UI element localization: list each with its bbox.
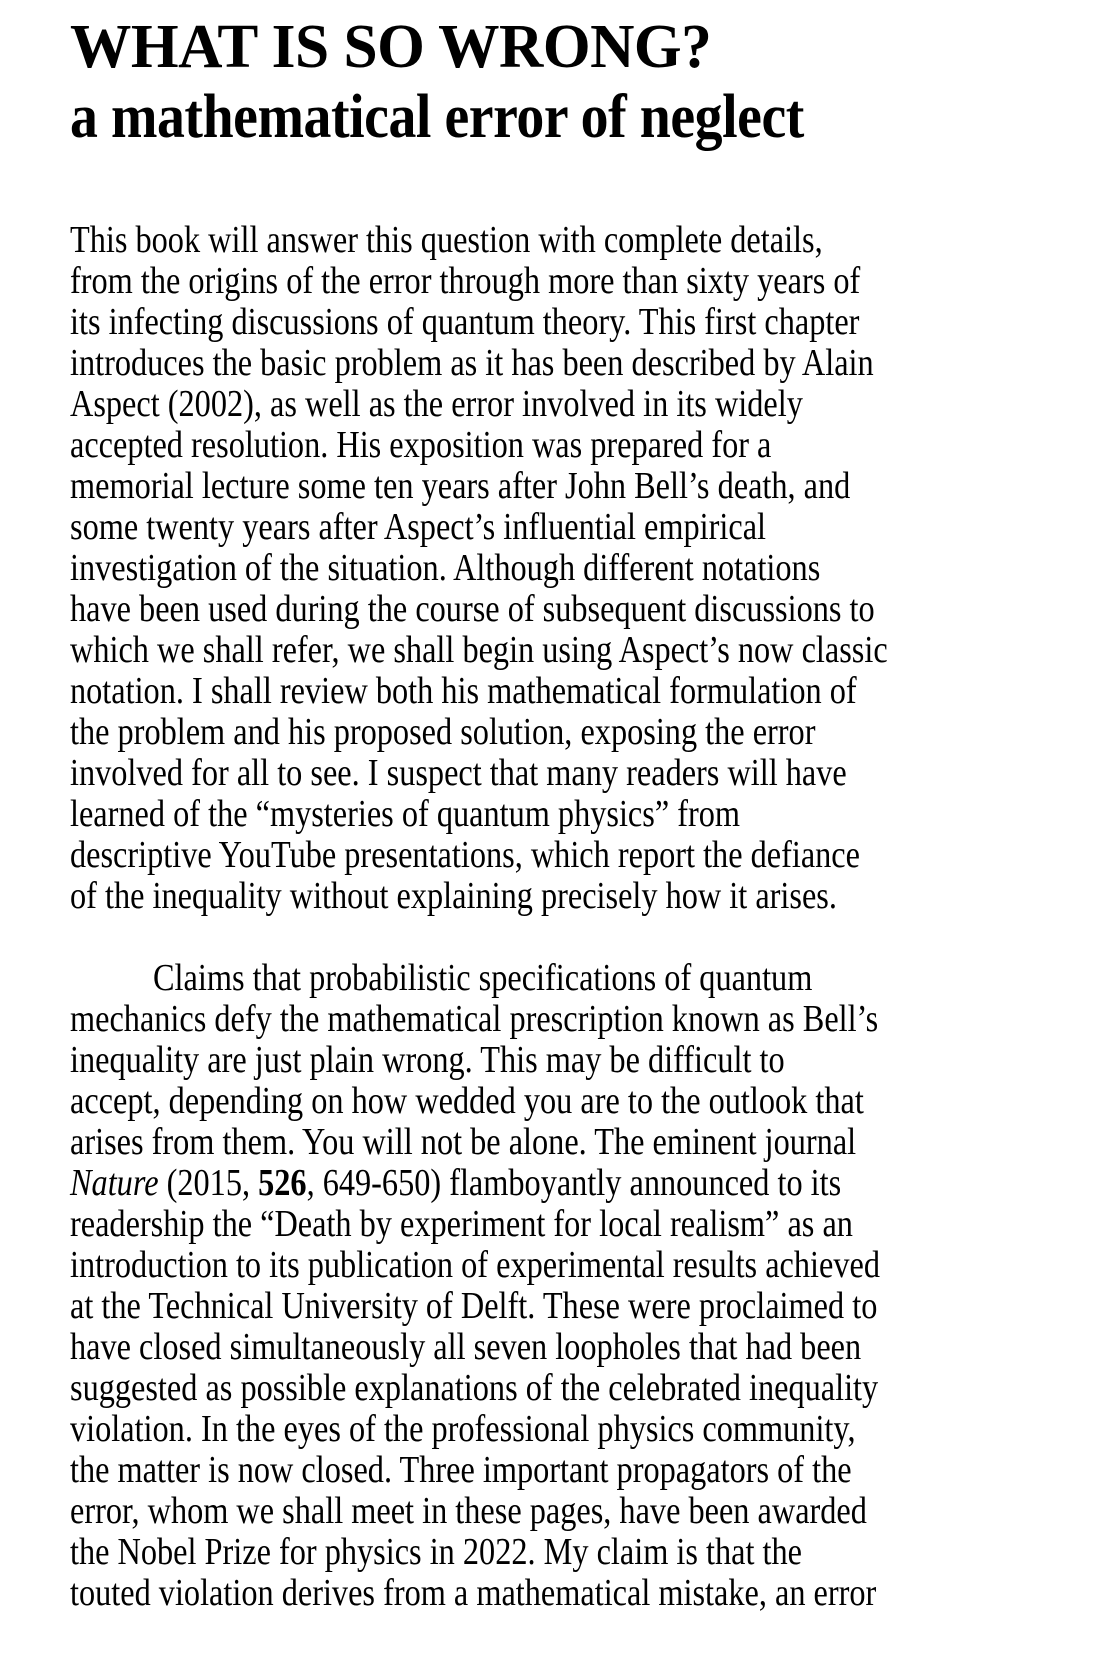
text-segment: its infecting discussions of quantum theory. This first chapter xyxy=(70,301,860,343)
text-line xyxy=(70,1081,956,1122)
text-segment: have closed simultaneously all seven loopholes that had been xyxy=(70,1326,862,1368)
text-line xyxy=(70,343,956,384)
text-segment: the Nobel Prize for physics in 2022. My claim is that the xyxy=(70,1531,803,1573)
text-line xyxy=(70,1327,956,1368)
text-segment: the matter is now closed. Three important propagators of the xyxy=(70,1449,852,1491)
text-line xyxy=(70,712,956,753)
text-line xyxy=(70,753,956,794)
text-line xyxy=(70,261,956,302)
text-segment: violation. In the eyes of the professional physics community, xyxy=(70,1408,856,1450)
body-text xyxy=(70,220,1112,1614)
paragraph xyxy=(70,958,1112,1614)
text-segment: readership the “Death by experiment for local realism” as an xyxy=(70,1203,853,1245)
text-line xyxy=(70,1245,956,1286)
text-line xyxy=(70,220,956,261)
text-line xyxy=(70,302,956,343)
paragraph xyxy=(70,220,1112,917)
text-segment: accepted resolution. His exposition was prepared for a xyxy=(70,424,772,466)
text-segment: introduces the basic problem as it has been described by Alain xyxy=(70,342,874,384)
text-line xyxy=(153,958,968,999)
text-line xyxy=(70,1286,956,1327)
text-line xyxy=(70,630,956,671)
text-segment: at the Technical University of Delft. These were proclaimed to xyxy=(70,1285,878,1327)
chapter-title-line-2: a mathematical error of neglect xyxy=(70,83,804,151)
text-line xyxy=(70,1122,956,1163)
text-line xyxy=(70,794,956,835)
text-line xyxy=(70,1204,956,1245)
text-segment: This book will answer this question with complete details, xyxy=(70,219,823,261)
text-segment: memorial lecture some ten years after John Bell’s death, and xyxy=(70,465,851,507)
text-segment: Aspect (2002), as well as the error involved in its widely xyxy=(70,383,803,425)
text-segment: the problem and his proposed solution, exposing the error xyxy=(70,711,816,753)
text-segment: inequality are just plain wrong. This may be difficult to xyxy=(70,1039,785,1081)
text-line xyxy=(70,384,956,425)
text-line xyxy=(70,507,956,548)
text-line xyxy=(70,1491,956,1532)
text-line xyxy=(70,999,956,1040)
text-line xyxy=(70,671,956,712)
text-segment: (2015, xyxy=(158,1162,259,1204)
text-line xyxy=(70,1532,956,1573)
chapter-title xyxy=(70,12,1112,152)
text-line xyxy=(70,589,956,630)
italic-text-segment: Nature xyxy=(70,1162,159,1204)
text-segment: descriptive YouTube presentations, which report the defiance xyxy=(70,834,860,876)
text-line xyxy=(70,1450,956,1491)
text-line xyxy=(70,1163,956,1204)
text-line xyxy=(70,876,956,917)
text-segment: which we shall refer, we shall begin using Aspect’s now classic xyxy=(70,629,888,671)
text-segment: touted violation derives from a mathematical mistake, an error xyxy=(70,1572,877,1614)
text-segment: Claims that probabilistic specifications of quantum xyxy=(153,957,813,999)
text-segment: suggested as possible explanations of the celebrated inequality xyxy=(70,1367,879,1409)
text-line xyxy=(70,1040,956,1081)
text-segment: introduction to its publication of experimental results achieved xyxy=(70,1244,880,1286)
text-segment: have been used during the course of subsequent discussions to xyxy=(70,588,875,630)
chapter-title-line-1: WHAT IS SO WRONG? xyxy=(70,13,712,81)
text-segment: accept, depending on how wedded you are to the outlook that xyxy=(70,1080,864,1122)
text-line xyxy=(70,466,956,507)
text-line xyxy=(70,425,956,466)
text-segment: mechanics defy the mathematical prescription known as Bell’s xyxy=(70,998,879,1040)
bold-text-segment: 526 xyxy=(258,1162,307,1204)
text-segment: notation. I shall review both his mathematical formulation of xyxy=(70,670,857,712)
text-segment: arises from them. You will not be alone. The eminent journal xyxy=(70,1121,857,1163)
text-line xyxy=(70,835,956,876)
text-line xyxy=(70,1368,956,1409)
text-segment: involved for all to see. I suspect that many readers will have xyxy=(70,752,847,794)
text-segment: learned of the “mysteries of quantum physics” from xyxy=(70,793,741,835)
text-line xyxy=(70,1573,956,1614)
text-line xyxy=(70,548,956,589)
text-segment: error, whom we shall meet in these pages, have been awarded xyxy=(70,1490,867,1532)
text-line xyxy=(70,1409,956,1450)
text-segment: , 649-650) flamboyantly announced to its xyxy=(306,1162,842,1204)
text-segment: of the inequality without explaining precisely how it arises. xyxy=(70,875,837,917)
text-segment: some twenty years after Aspect’s influential empirical xyxy=(70,506,767,548)
text-segment: investigation of the situation. Although different notations xyxy=(70,547,821,589)
text-segment: from the origins of the error through more than sixty years of xyxy=(70,260,861,302)
